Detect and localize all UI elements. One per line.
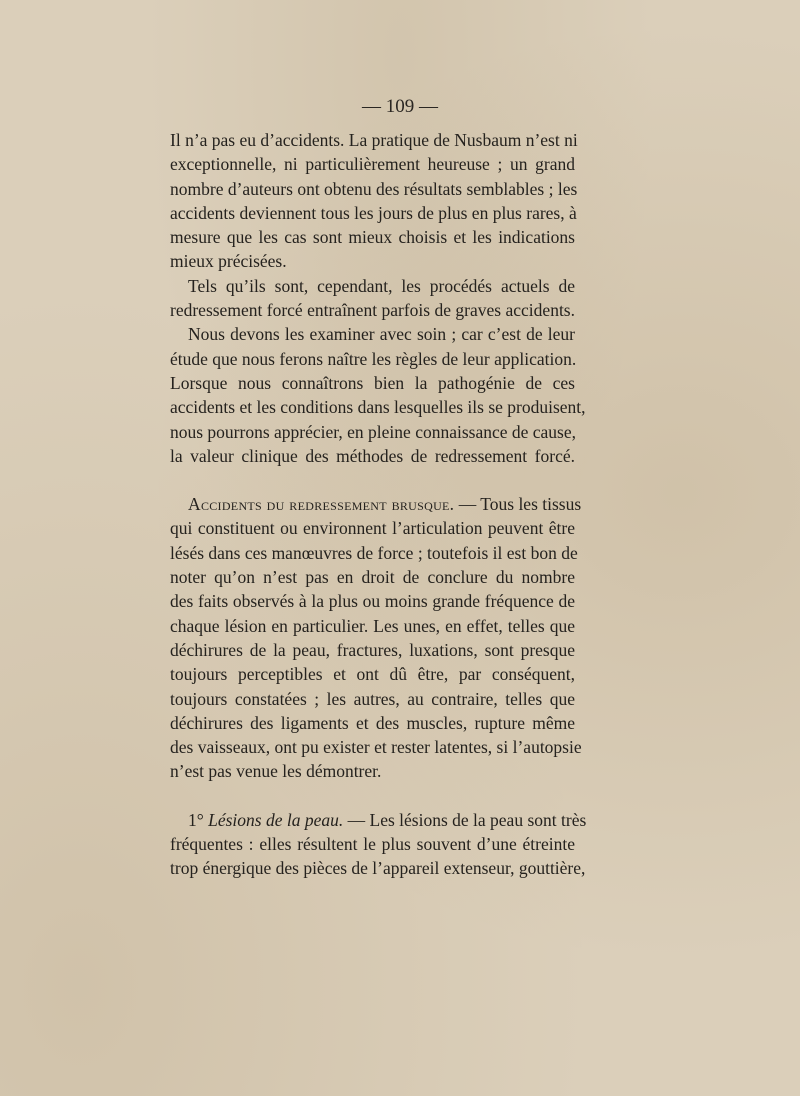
text-line: mesure que les cas sont mieux choisis et les indications [170, 227, 575, 248]
text-line: nombre d’auteurs ont obtenu des résultats semblables ; les [170, 178, 578, 199]
text-line [170, 808, 587, 832]
body-text [170, 128, 587, 881]
text-line: déchirures des ligaments et des muscles, rupture même [170, 712, 575, 733]
text-line: mieux précisées. [170, 251, 287, 272]
section-heading: Accidents du redressement brusque. [188, 494, 455, 515]
paragraph-2 [170, 274, 575, 323]
text-line: Tels qu’ils sont, cependant, les procédés actuels de [188, 275, 575, 296]
text-line: toujours constatées ; les autres, au contraire, telles que [170, 688, 575, 709]
text-line: Il n’a pas eu d’accidents. La pratique de Nusbaum n’est ni [170, 130, 578, 150]
text-fragment: — Tous les tissus [454, 494, 582, 515]
text-line: déchirures de la peau, fractures, luxations, sont presque [170, 639, 575, 660]
text-line: n’est pas venue les démontrer. [170, 761, 382, 782]
text-line: la valeur clinique des méthodes de redressement forcé. [170, 445, 575, 466]
text-line: trop énergique des pièces de l’appareil extenseur, gouttière, [170, 858, 586, 879]
text-line: redressement forcé entraînent parfois de graves accidents. [170, 300, 575, 321]
text-line: fréquentes : elles résultent le plus souvent d’une étreinte [170, 834, 575, 855]
text-line: exceptionnelle, ni particulièrement heureuse ; un grand [170, 154, 575, 175]
text-line: des faits observés à la plus ou moins grande fréquence de [170, 591, 575, 612]
text-line: toujours perceptibles et ont dû être, par conséquent, [170, 664, 575, 685]
text-line: étude que nous ferons naître les règles de leur application. [170, 348, 577, 369]
text-line: chaque lésion en particulier. Les unes, en effet, telles que [170, 615, 575, 636]
text-line [170, 492, 582, 516]
paragraph-3 [170, 322, 586, 468]
text-line: accidents deviennent tous les jours de plus en plus rares, à [170, 202, 577, 223]
paragraph-1 [170, 128, 578, 274]
text-line: noter qu’on n’est pas en droit de conclure du nombre [170, 567, 575, 588]
text-line: Nous devons les examiner avec soin ; car c’est de leur [188, 324, 575, 345]
paragraph-accidents [170, 492, 582, 784]
text-line: nous pourrons apprécier, en pleine connaissance de cause, [170, 421, 577, 442]
text-line: des vaisseaux, ont pu exister et rester latentes, si l’autopsie [170, 737, 582, 758]
text-fragment: — Les lésions de la peau sont très [343, 809, 587, 830]
section-heading: Lésions de la peau. [208, 809, 344, 830]
text-line: lésés dans ces manœuvres de force ; toutefois il est bon de [170, 542, 578, 563]
paragraph-lesions-peau [170, 808, 587, 881]
text-line: accidents et les conditions dans lesquelles ils se produisent, [170, 397, 586, 418]
text-line: qui constituent ou environnent l’articulation peuvent être [170, 518, 575, 539]
text-line: Lorsque nous connaîtrons bien la pathogénie de ces [170, 372, 575, 393]
section-gap [170, 468, 575, 492]
section-number: 1° [188, 809, 204, 830]
page-number: — 109 — [362, 96, 438, 117]
section-gap [170, 784, 575, 808]
